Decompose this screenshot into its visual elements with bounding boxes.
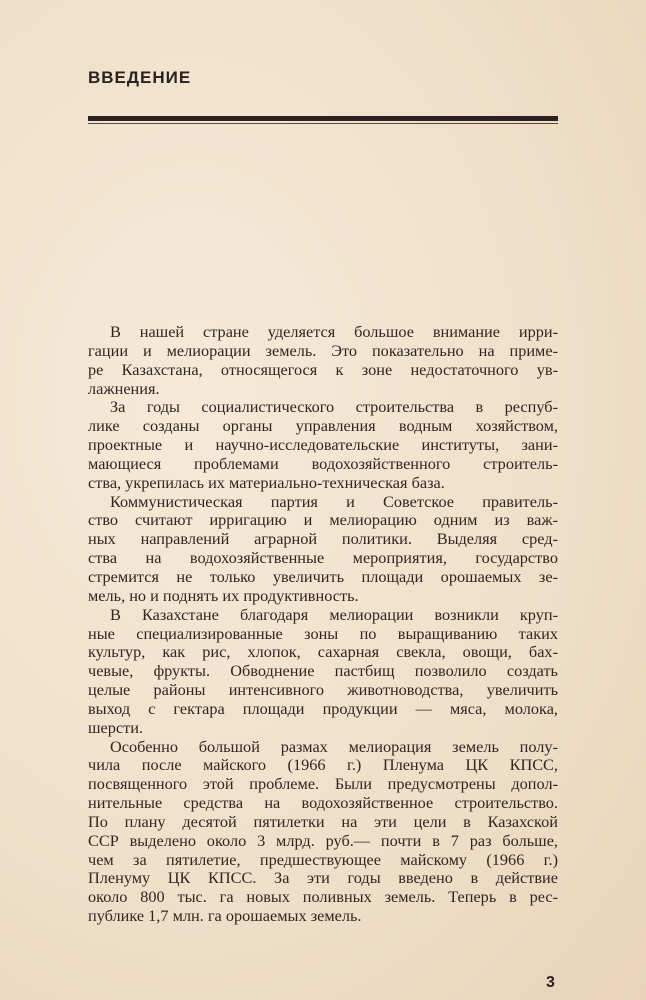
- text-line: посвященного этой проблеме. Были предусмотрены допол-: [88, 774, 558, 794]
- text-line: По плану десятой пятилетки на эти цели в Казахской: [88, 811, 558, 831]
- text-line: ства на водохозяйственные мероприятия, государство: [88, 548, 558, 568]
- paragraph: [88, 323, 558, 398]
- paragraph: [88, 493, 558, 606]
- text-line: мающиеся проблемами водохозяйственного строитель-: [88, 453, 558, 473]
- text-line: публике 1,7 млн. га орошаемых земель.: [88, 906, 362, 926]
- paragraph: [88, 398, 558, 492]
- heading-rule-thin: [88, 123, 558, 124]
- text-line: чем за пятилетие, предшествующее майскому (1966 г.): [88, 849, 558, 869]
- body-text: [88, 323, 558, 926]
- text-line: шерсти.: [88, 717, 144, 737]
- heading-rule: [88, 116, 558, 121]
- text-line: проектные и научно-исследовательские институты, зани-: [88, 435, 558, 455]
- text-line: В Казахстане благодаря мелиорации возникли круп-: [110, 604, 558, 624]
- text-line: За годы социалистического строительства в респуб-: [110, 397, 558, 417]
- text-line: Особенно большой размах мелиорация земель полу-: [110, 736, 558, 756]
- text-line: чила после майского (1966 г.) Пленума ЦК КПСС,: [88, 755, 558, 775]
- text-line: Пленуму ЦК КПСС. За эти годы введено в действие: [88, 868, 558, 888]
- text-line: стремится не только увеличить площади орошаемых зе-: [88, 566, 558, 586]
- paragraph: [88, 738, 558, 926]
- text-line: чевые, фрукты. Обводнение пастбищ позволило создать: [88, 661, 558, 681]
- text-line: В нашей стране уделяется большое внимание ирри-: [110, 322, 558, 341]
- text-line: около 800 тыс. га новых поливных земель. Теперь в рес-: [88, 887, 558, 907]
- text-line: ССР выделено около 3 млрд. руб.— почти в 7 раз больше,: [88, 830, 558, 850]
- text-line: гации и мелиорации земель. Это показательно на приме-: [88, 340, 558, 360]
- text-line: мель, но и поднять их продуктивность.: [88, 585, 359, 605]
- text-line: выход с гектара площади продукции — мяса, молока,: [88, 698, 558, 718]
- paragraph: [88, 606, 558, 738]
- page-number: 3: [546, 974, 555, 991]
- text-line: ство считают ирригацию и мелиорацию одним из важ-: [88, 510, 558, 530]
- text-line: культур, как рис, хлопок, сахарная свекла, овощи, бах-: [88, 642, 558, 662]
- text-line: ные специализированные зоны по выращиванию таких: [88, 623, 558, 643]
- text-line: целые районы интенсивного животноводства, увеличить: [88, 680, 558, 700]
- chapter-heading: ВВЕДЕНИЕ: [88, 68, 192, 87]
- text-line: ных направлений аграрной политики. Выделяя сред-: [88, 529, 558, 549]
- text-line: ства, укрепилась их материально-техническая база.: [88, 472, 445, 492]
- text-line: Коммунистическая партия и Советское правитель-: [110, 491, 558, 511]
- text-line: лажнения.: [88, 378, 160, 398]
- text-line: лике созданы органы управления водным хозяйством,: [88, 416, 558, 436]
- text-line: ре Казахстана, относящегося к зоне недостаточного ув-: [88, 359, 558, 379]
- text-line: нительные средства на водохозяйственное строительство.: [88, 793, 558, 813]
